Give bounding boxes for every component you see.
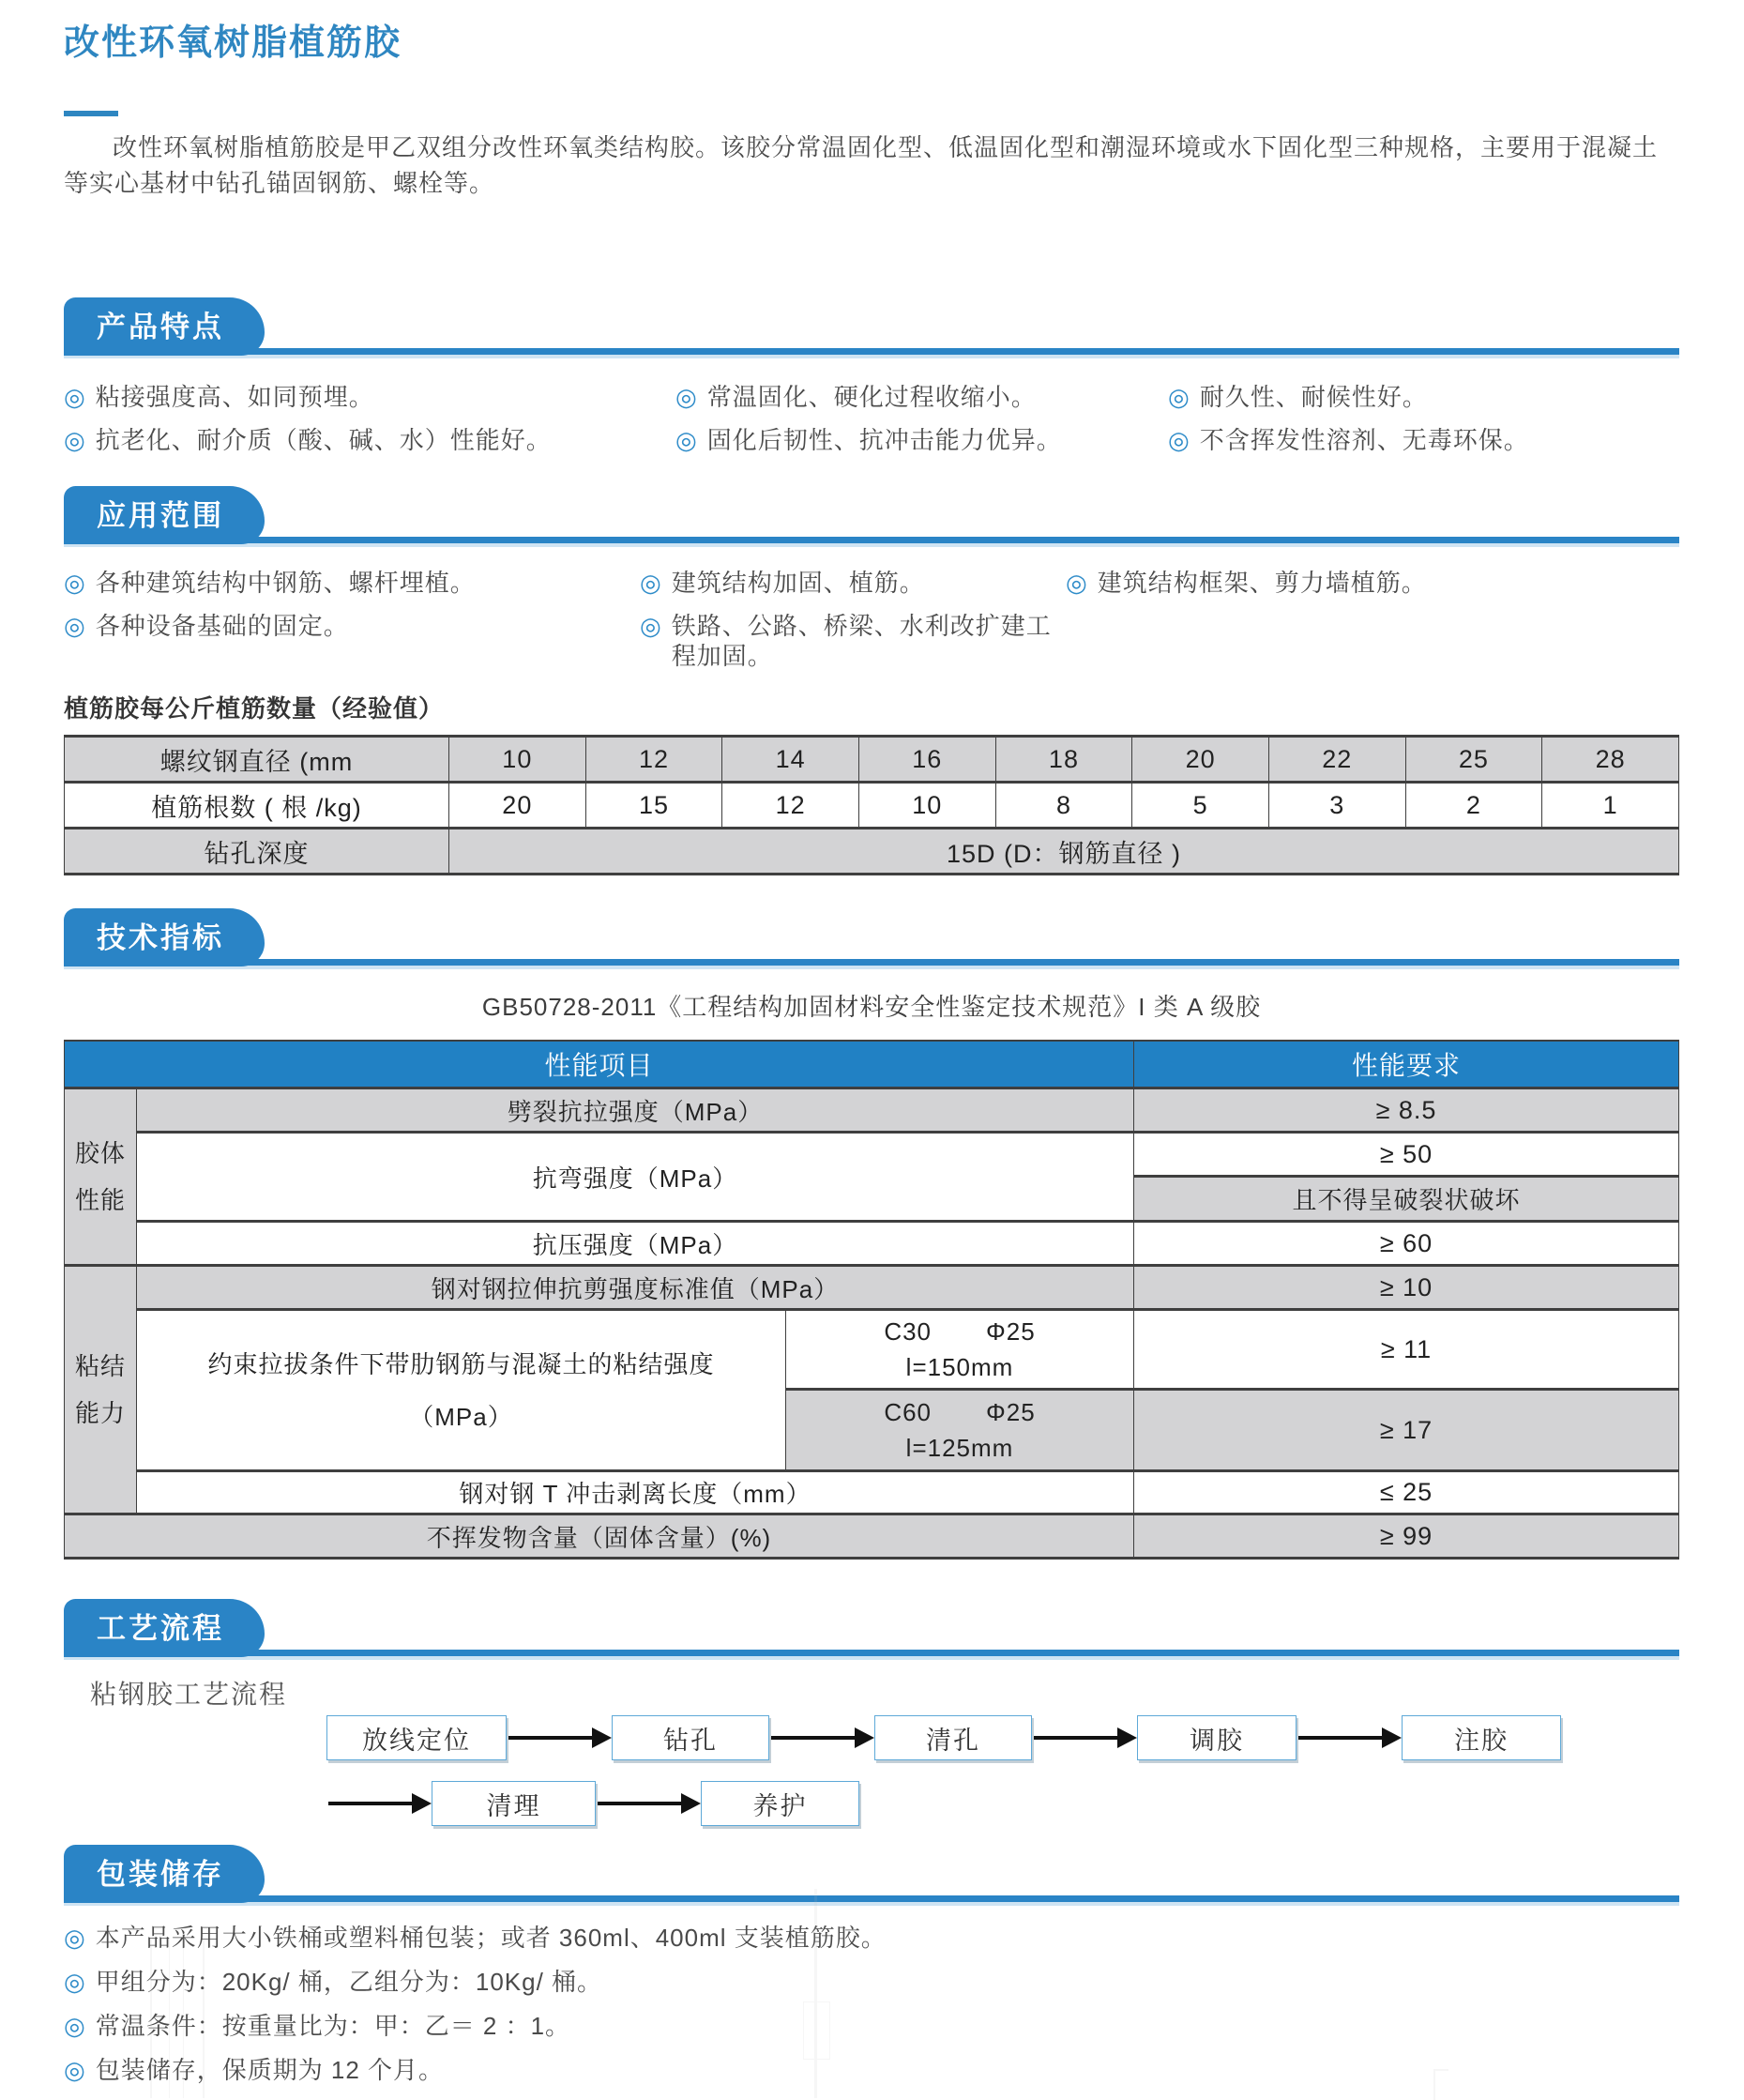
feature-item	[675, 425, 1168, 455]
requirement-value: ≥ 17	[1134, 1390, 1679, 1471]
row-header: 螺纹钢直径 (mm	[65, 737, 449, 783]
table-row	[65, 783, 1679, 829]
group-label-line: 粘结	[74, 1352, 126, 1380]
packaging-text: 包装储存，保质期为 12 个月。	[95, 2056, 445, 2084]
features-list	[64, 382, 1679, 455]
bullet-icon: ◎	[1168, 383, 1190, 411]
section-header-features	[64, 297, 1679, 358]
feature-item	[1168, 425, 1679, 455]
section-rule	[64, 537, 1679, 543]
section-badge-features: 产品特点	[64, 297, 265, 356]
packaging-item	[64, 1968, 1679, 1996]
spec-row	[65, 1514, 1679, 1559]
spec-row	[65, 1133, 1679, 1177]
section-rule	[64, 1650, 1679, 1656]
arrow-right-icon	[769, 1727, 874, 1749]
table-cell: 2	[1405, 783, 1542, 829]
requirement-value: ≥ 99	[1134, 1514, 1679, 1559]
spec-row	[65, 1310, 1679, 1390]
standard-note: GB50728-2011《工程结构加固材料安全性鉴定技术规范》I 类 A 级胶	[481, 993, 1262, 1021]
rebar-count-table	[64, 735, 1679, 875]
requirement-value: ≤ 25	[1134, 1471, 1679, 1514]
section-header-tech	[64, 908, 1679, 968]
process-subtitle: 粘钢胶工艺流程	[90, 1680, 288, 1709]
row-header: 钻孔深度	[65, 829, 449, 875]
requirement-note: 且不得呈破裂状破坏	[1134, 1177, 1679, 1222]
flow-step-cure: 养护	[701, 1781, 859, 1826]
concrete-grade: C60	[884, 1398, 933, 1426]
section-badge-packaging: 包装储存	[64, 1845, 265, 1903]
spec-table	[64, 1040, 1679, 1560]
table-cell: 14	[722, 737, 859, 783]
bullet-icon: ◎	[64, 1924, 86, 1952]
bullet-icon: ◎	[64, 426, 86, 454]
section-badge-tech: 技术指标	[64, 908, 265, 966]
packaging-list	[64, 1924, 1679, 2084]
grid-spacer	[1066, 611, 1679, 671]
flow-step-drill: 钻孔	[612, 1715, 769, 1760]
table-row	[65, 829, 1679, 875]
requirement-value: ≥ 60	[1134, 1222, 1679, 1266]
packaging-item	[64, 2056, 1679, 2084]
table-cell: 15D (D：钢筋直径 )	[449, 829, 1679, 875]
application-text: 建筑结构加固、植筋。	[671, 569, 925, 597]
property-name-line: （MPa）	[409, 1402, 513, 1431]
column-header-req: 性能要求	[1134, 1041, 1679, 1088]
property-name: 抗压强度（MPa）	[137, 1222, 1134, 1266]
spec-row	[65, 1222, 1679, 1266]
property-name: 钢对钢拉伸抗剪强度标准值（MPa）	[137, 1266, 1134, 1310]
flow-step-cleanup: 清理	[432, 1781, 596, 1826]
table-cell: 25	[1405, 737, 1542, 783]
group-label-line: 胶体	[74, 1139, 126, 1167]
arrow-right-icon	[596, 1792, 701, 1815]
arrow-right-icon	[326, 1792, 432, 1815]
section-badge-applications: 应用范围	[64, 486, 265, 544]
table-cell: 5	[1132, 783, 1269, 829]
bullet-icon: ◎	[64, 2012, 86, 2040]
application-text: 铁路、公路、桥梁、水利改扩建工程加固。	[671, 612, 1052, 670]
property-name-bond	[137, 1310, 786, 1471]
requirement-value: ≥ 10	[1134, 1266, 1679, 1310]
bar-diameter: Φ25	[986, 1317, 1036, 1346]
table-cell: 16	[858, 737, 995, 783]
spec-header-row	[65, 1041, 1679, 1088]
embed-length: l=125mm	[905, 1434, 1014, 1462]
feature-item	[675, 382, 1168, 412]
condition-c30	[786, 1310, 1134, 1390]
application-text: 各种设备基础的固定。	[95, 612, 349, 640]
application-item	[1066, 568, 1679, 598]
packaging-item	[64, 1924, 1679, 1952]
column-header-item: 性能项目	[65, 1041, 1134, 1088]
feature-text: 粘接强度高、如同预埋。	[95, 383, 374, 411]
flow-step-mix-glue: 调胶	[1137, 1715, 1297, 1760]
application-text: 建筑结构框架、剪力墙植筋。	[1097, 569, 1427, 597]
feature-text: 常温固化、硬化过程收缩小。	[706, 383, 1037, 411]
feature-item	[64, 425, 675, 455]
bar-diameter: Φ25	[986, 1398, 1036, 1426]
group-label-adhesive	[65, 1088, 137, 1266]
page-title: 改性环氧树脂植筋胶	[64, 23, 402, 63]
bullet-icon: ◎	[675, 426, 698, 454]
spec-row	[65, 1471, 1679, 1514]
bullet-icon: ◎	[64, 2056, 86, 2084]
group-label-line: 能力	[74, 1399, 126, 1427]
flow-step-inject-glue: 注胶	[1402, 1715, 1561, 1760]
bullet-icon: ◎	[640, 569, 662, 597]
table-cell: 10	[449, 737, 586, 783]
bullet-icon: ◎	[675, 383, 698, 411]
condition-c60	[786, 1390, 1134, 1471]
spec-row	[65, 1266, 1679, 1310]
feature-item	[1168, 382, 1679, 412]
row-header: 植筋根数 ( 根 /kg)	[65, 783, 449, 829]
table-cell: 12	[722, 783, 859, 829]
group-label-line: 性能	[74, 1186, 126, 1214]
requirement-value: ≥ 8.5	[1134, 1088, 1679, 1133]
rebar-table-caption: 植筋胶每公斤植筋数量（经验值）	[64, 694, 445, 723]
table-cell: 8	[995, 783, 1132, 829]
table-cell: 1	[1542, 783, 1679, 829]
application-text: 各种建筑结构中钢筋、螺杆埋植。	[95, 569, 476, 597]
section-badge-process: 工艺流程	[64, 1599, 265, 1657]
table-cell: 15	[585, 783, 722, 829]
embed-length: l=150mm	[905, 1353, 1014, 1381]
feature-text: 抗老化、耐介质（酸、碱、水）性能好。	[95, 426, 552, 454]
application-item	[64, 568, 640, 598]
application-item	[64, 611, 640, 671]
bullet-icon: ◎	[64, 1968, 86, 1996]
property-name: 抗弯强度（MPa）	[137, 1133, 1134, 1222]
process-flow-row-1	[326, 1715, 1679, 1760]
bullet-icon: ◎	[64, 569, 86, 597]
arrow-right-icon	[1032, 1727, 1137, 1749]
application-item	[640, 611, 1066, 671]
property-name: 劈裂抗拉强度（MPa）	[137, 1088, 1134, 1133]
feature-text: 耐久性、耐候性好。	[1199, 383, 1428, 411]
property-name-line: 约束拉拔条件下带肋钢筋与混凝土的粘结强度	[207, 1349, 715, 1378]
table-cell: 22	[1268, 737, 1405, 783]
section-rule	[64, 959, 1679, 966]
application-item	[640, 568, 1066, 598]
table-cell: 10	[858, 783, 995, 829]
concrete-grade: C30	[884, 1317, 933, 1346]
arrow-right-icon	[1297, 1727, 1402, 1749]
packaging-item	[64, 2012, 1679, 2040]
packaging-text: 甲组分为：20Kg/ 桶，乙组分为：10Kg/ 桶。	[95, 1968, 603, 1996]
table-cell: 12	[585, 737, 722, 783]
feature-item	[64, 382, 675, 412]
table-cell: 20	[1132, 737, 1269, 783]
requirement-value: ≥ 11	[1134, 1310, 1679, 1390]
flow-step-clean-hole: 清孔	[874, 1715, 1032, 1760]
section-rule	[64, 348, 1679, 355]
table-row	[65, 737, 1679, 783]
intro-paragraph: 改性环氧树脂植筋胶是甲乙双组分改性环氧类结构胶。该胶分常温固化型、低温固化型和潮湿环境或水下固化型三种规格，主要用于混凝土等实心基材中钻孔锚固钢筋、螺栓等。	[64, 133, 1659, 197]
spec-row	[65, 1088, 1679, 1133]
bullet-icon: ◎	[1168, 426, 1190, 454]
bullet-icon: ◎	[1066, 569, 1088, 597]
product-datasheet-page	[0, 23, 1744, 2098]
section-header-applications	[64, 486, 1679, 546]
title-dash	[64, 111, 118, 116]
feature-text: 不含挥发性溶剂、无毒环保。	[1199, 426, 1529, 454]
property-name: 钢对钢 T 冲击剥离长度（mm）	[137, 1471, 1134, 1514]
packaging-text: 本产品采用大小铁桶或塑料桶包装；或者 360ml、400ml 支装植筋胶。	[95, 1924, 887, 1952]
property-name: 不挥发物含量（固体含量）(%)	[65, 1514, 1134, 1559]
table-cell: 3	[1268, 783, 1405, 829]
section-header-packaging	[64, 1845, 1679, 1905]
table-cell: 18	[995, 737, 1132, 783]
requirement-value: ≥ 50	[1134, 1133, 1679, 1177]
arrow-right-icon	[507, 1727, 612, 1749]
bullet-icon: ◎	[64, 383, 86, 411]
bullet-icon: ◎	[640, 612, 662, 640]
table-cell: 20	[449, 783, 586, 829]
section-header-process	[64, 1599, 1679, 1659]
table-cell: 28	[1542, 737, 1679, 783]
applications-list	[64, 568, 1679, 671]
group-label-bonding	[65, 1266, 137, 1514]
bullet-icon: ◎	[64, 612, 86, 640]
flow-step-layout: 放线定位	[326, 1715, 507, 1760]
packaging-text: 常温条件：按重量比为：甲：乙＝ 2 ：1。	[95, 2012, 571, 2040]
process-flow-row-2	[326, 1781, 1679, 1826]
section-rule	[64, 1895, 1679, 1902]
feature-text: 固化后韧性、抗冲击能力优异。	[706, 426, 1062, 454]
